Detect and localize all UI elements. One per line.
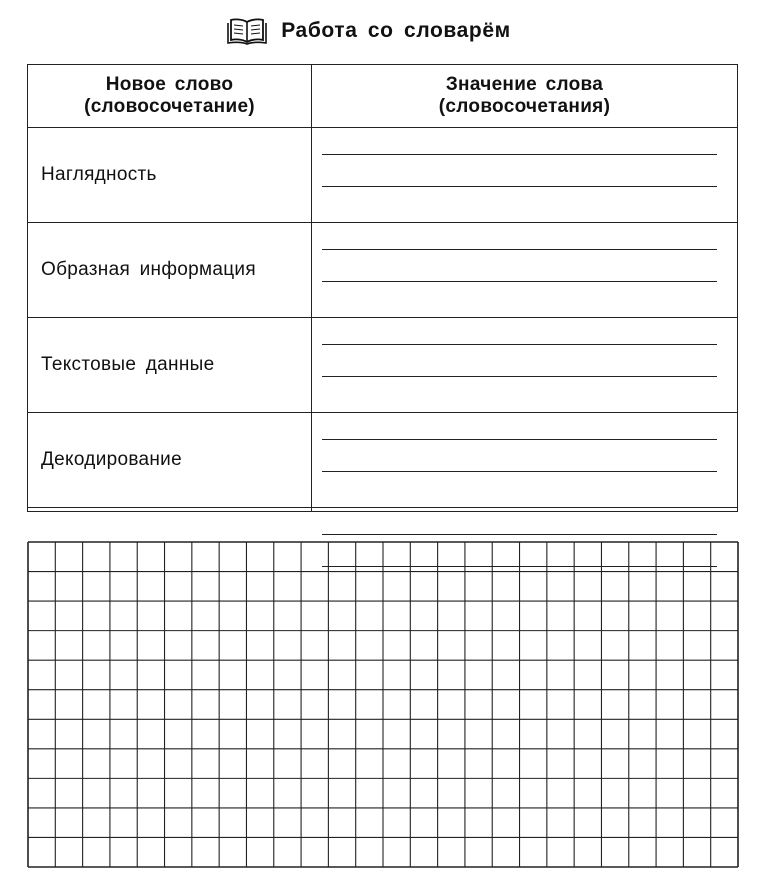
writing-line xyxy=(322,439,717,440)
writing-line xyxy=(322,534,717,535)
column-header-word xyxy=(28,65,312,128)
vocabulary-table xyxy=(27,64,738,512)
meaning-cell[interactable] xyxy=(312,412,738,507)
meaning-cell[interactable] xyxy=(312,317,738,412)
column-header-line: Значение слова xyxy=(445,74,604,95)
table-row xyxy=(28,128,738,223)
squared-writing-area[interactable] xyxy=(27,541,739,873)
grid-paper xyxy=(27,541,739,868)
writing-line xyxy=(322,186,717,187)
writing-line xyxy=(322,344,717,345)
writing-line xyxy=(322,249,717,250)
table-row xyxy=(28,507,738,511)
word-cell: Текстовые данные xyxy=(28,317,312,412)
meaning-cell[interactable] xyxy=(312,507,738,511)
book-icon xyxy=(227,16,267,46)
meaning-cell[interactable] xyxy=(312,128,738,223)
writing-line xyxy=(322,376,717,377)
column-header-line: (словосочетания) xyxy=(438,96,611,117)
table-row xyxy=(28,222,738,317)
table-row xyxy=(28,317,738,412)
page-title: Работа со словарём xyxy=(281,19,511,42)
column-header-line: (словосочетание) xyxy=(84,96,255,117)
meaning-cell[interactable] xyxy=(312,222,738,317)
writing-line xyxy=(322,281,717,282)
word-cell[interactable] xyxy=(28,507,312,511)
word-cell: Образная информация xyxy=(28,222,312,317)
page-header xyxy=(0,14,768,48)
column-header-line: Новое слово xyxy=(105,74,234,95)
writing-line xyxy=(322,471,717,472)
table-row xyxy=(28,412,738,507)
table-header-row xyxy=(28,65,738,128)
word-cell: Декодирование xyxy=(28,412,312,507)
word-cell: Наглядность xyxy=(28,128,312,223)
writing-line xyxy=(322,154,717,155)
column-header-meaning xyxy=(312,65,738,128)
